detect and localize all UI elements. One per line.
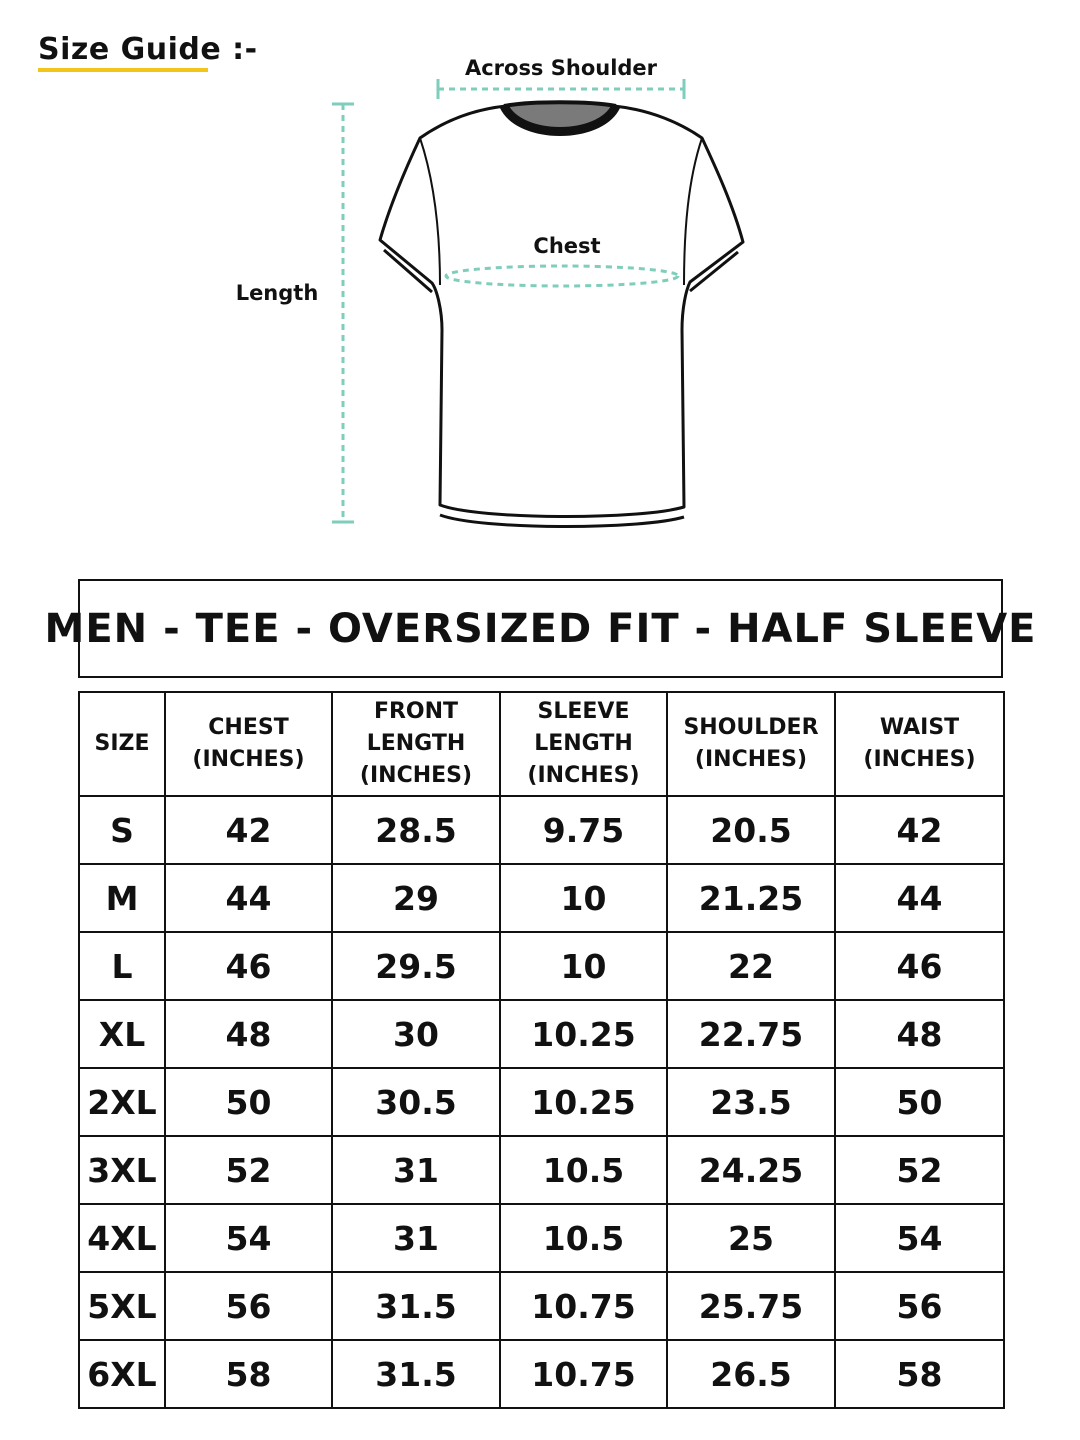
tshirt-collar xyxy=(504,102,616,132)
front-length-cell: 29.5 xyxy=(332,932,500,1000)
length-measure xyxy=(332,104,354,522)
chest-cell: 54 xyxy=(165,1204,332,1272)
sleeve-length-cell: 10.25 xyxy=(500,1068,667,1136)
tshirt-measurement-diagram xyxy=(0,0,1080,560)
chest-cell: 48 xyxy=(165,1000,332,1068)
chest-cell: 42 xyxy=(165,796,332,864)
header-chest: CHEST (INCHES) xyxy=(165,692,332,796)
shoulder-cell: 24.25 xyxy=(667,1136,835,1204)
chest-cell: 56 xyxy=(165,1272,332,1340)
tshirt-outline xyxy=(380,106,743,527)
chest-label: Chest xyxy=(533,234,601,258)
size-chart-table xyxy=(78,691,1005,1409)
front-length-cell: 31 xyxy=(332,1136,500,1204)
chest-cell: 50 xyxy=(165,1068,332,1136)
chest-cell: 46 xyxy=(165,932,332,1000)
front-length-cell: 31.5 xyxy=(332,1340,500,1408)
size-cell: XL xyxy=(79,1000,165,1068)
waist-cell: 44 xyxy=(835,864,1004,932)
front-length-cell: 29 xyxy=(332,864,500,932)
front-length-cell: 30 xyxy=(332,1000,500,1068)
size-chart-title: MEN - TEE - OVERSIZED FIT - HALF SLEEVE xyxy=(78,579,1003,678)
sleeve-length-cell: 10.75 xyxy=(500,1272,667,1340)
chest-cell: 58 xyxy=(165,1340,332,1408)
header-front-length: FRONT LENGTH (INCHES) xyxy=(332,692,500,796)
sleeve-length-cell: 10.25 xyxy=(500,1000,667,1068)
table-row xyxy=(79,1340,1004,1408)
waist-cell: 54 xyxy=(835,1204,1004,1272)
across-shoulder-measure xyxy=(438,79,684,99)
table-row xyxy=(79,1068,1004,1136)
size-cell: 4XL xyxy=(79,1204,165,1272)
size-cell: L xyxy=(79,932,165,1000)
waist-cell: 46 xyxy=(835,932,1004,1000)
shoulder-cell: 20.5 xyxy=(667,796,835,864)
header-size: SIZE xyxy=(79,692,165,796)
shoulder-cell: 22 xyxy=(667,932,835,1000)
header-sleeve-length: SLEEVE LENGTH (INCHES) xyxy=(500,692,667,796)
front-length-cell: 31 xyxy=(332,1204,500,1272)
table-row xyxy=(79,1272,1004,1340)
sleeve-length-cell: 10 xyxy=(500,932,667,1000)
shoulder-cell: 23.5 xyxy=(667,1068,835,1136)
size-cell: 5XL xyxy=(79,1272,165,1340)
sleeve-length-cell: 9.75 xyxy=(500,796,667,864)
shoulder-cell: 26.5 xyxy=(667,1340,835,1408)
size-guide-heading: Size Guide :- xyxy=(38,32,258,67)
table-header-row xyxy=(79,692,1004,796)
sleeve-length-cell: 10.75 xyxy=(500,1340,667,1408)
waist-cell: 58 xyxy=(835,1340,1004,1408)
front-length-cell: 30.5 xyxy=(332,1068,500,1136)
table-body xyxy=(79,796,1004,1408)
waist-cell: 52 xyxy=(835,1136,1004,1204)
shoulder-cell: 25 xyxy=(667,1204,835,1272)
table-row xyxy=(79,796,1004,864)
size-cell: 3XL xyxy=(79,1136,165,1204)
front-length-cell: 31.5 xyxy=(332,1272,500,1340)
waist-cell: 56 xyxy=(835,1272,1004,1340)
table-row xyxy=(79,864,1004,932)
table-row xyxy=(79,932,1004,1000)
waist-cell: 48 xyxy=(835,1000,1004,1068)
size-cell: S xyxy=(79,796,165,864)
front-length-cell: 28.5 xyxy=(332,796,500,864)
header-shoulder: SHOULDER (INCHES) xyxy=(667,692,835,796)
across-shoulder-label: Across Shoulder xyxy=(464,56,658,80)
table-row xyxy=(79,1000,1004,1068)
header-waist: WAIST (INCHES) xyxy=(835,692,1004,796)
waist-cell: 50 xyxy=(835,1068,1004,1136)
waist-cell: 42 xyxy=(835,796,1004,864)
chest-cell: 44 xyxy=(165,864,332,932)
table-row xyxy=(79,1136,1004,1204)
chest-cell: 52 xyxy=(165,1136,332,1204)
shoulder-cell: 21.25 xyxy=(667,864,835,932)
size-cell: 6XL xyxy=(79,1340,165,1408)
shoulder-cell: 25.75 xyxy=(667,1272,835,1340)
shoulder-cell: 22.75 xyxy=(667,1000,835,1068)
sleeve-length-cell: 10 xyxy=(500,864,667,932)
size-cell: M xyxy=(79,864,165,932)
table-row xyxy=(79,1204,1004,1272)
length-label: Length xyxy=(235,281,319,305)
sleeve-length-cell: 10.5 xyxy=(500,1204,667,1272)
size-cell: 2XL xyxy=(79,1068,165,1136)
sleeve-length-cell: 10.5 xyxy=(500,1136,667,1204)
